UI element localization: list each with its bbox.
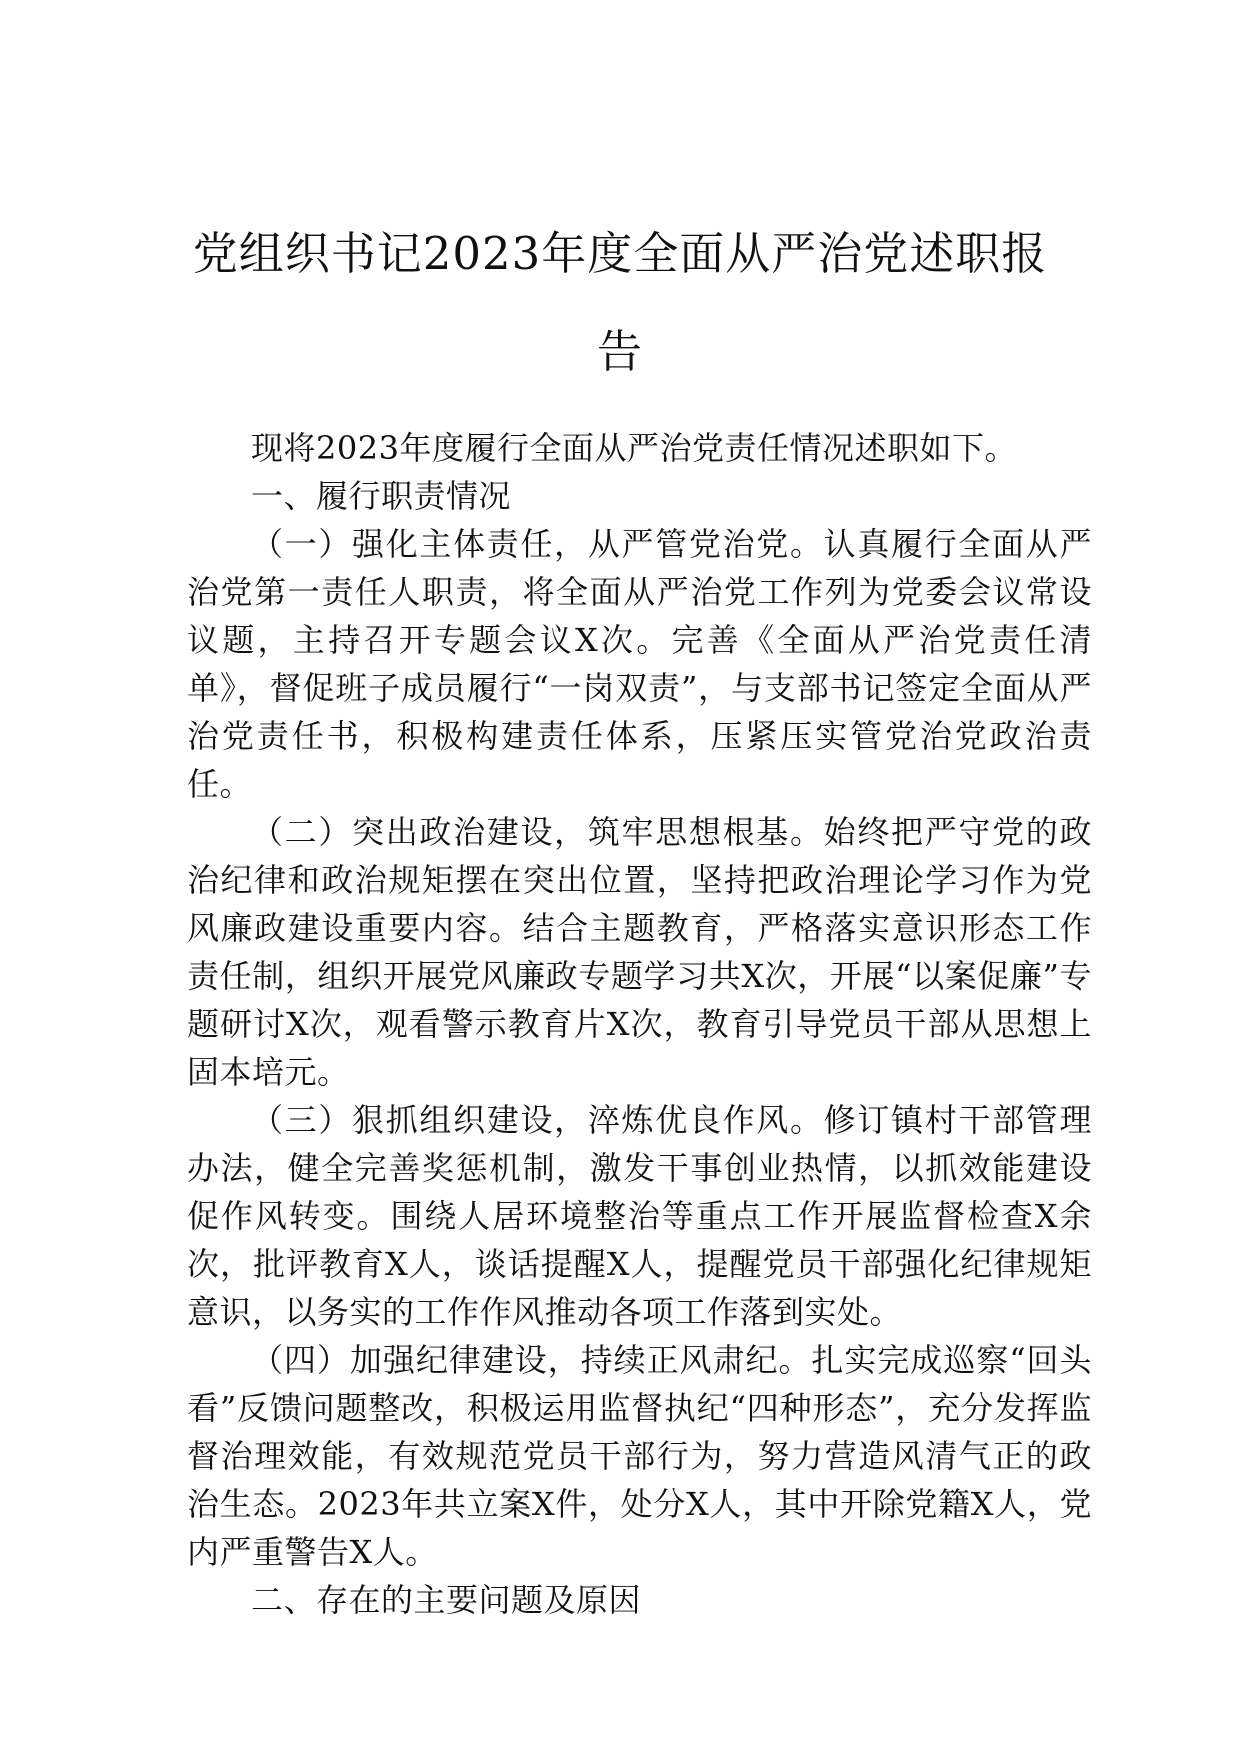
document-title: 党组织书记2023年度全面从严治党述职报告 <box>192 227 1048 378</box>
paragraph-4: （四）加强纪律建设，持续正风肃纪。扎实完成巡察“回头看”反馈问题整改，积极运用监督执纪“四种形态”，充分发挥监督治理效能，有效规范党员干部行为，努力营造风清气正的政治生态。2023年共立案X件，处分X人，其中开除党籍X人，党内严重警告X人。 <box>187 1341 1092 1571</box>
paragraph-2: （二）突出政治建设，筑牢思想根基。始终把严守党的政治纪律和政治规矩摆在突出位置，坚持把政治理论学习作为党风廉政建设重要内容。结合主题教育，严格落实意识形态工作责任制，组织开展党风廉政专题学习共X次，开展“以案促廉”专题研讨X次，观看警示教育片X次，教育引导党员干部从思想上固本培元。 <box>187 813 1092 1091</box>
paragraph-1: （一）强化主体责任，从严管党治党。认真履行全面从严治党第一责任人职责，将全面从严治党工作列为党委会议常设议题，主持召开专题会议X次。完善《全面从严治党责任清单》，督促班子成员履行“一岗双责”，与支部书记签定全面从严治党责任书，积极构建责任体系，压紧压实管党治党政治责任。 <box>187 525 1092 803</box>
document-body <box>187 424 1092 1624</box>
section-heading-1: 一、履行职责情况 <box>251 477 512 515</box>
section-heading-2: 二、存在的主要问题及原因 <box>251 1581 642 1619</box>
intro-paragraph: 现将2023年度履行全面从严治党责任情况述职如下。 <box>251 429 1017 467</box>
paragraph-3: （三）狠抓组织建设，淬炼优良作风。修订镇村干部管理办法，健全完善奖惩机制，激发干事创业热情，以抓效能建设促作风转变。围绕人居环境整治等重点工作开展监督检查X余次，批评教育X人，谈话提醒X人，提醒党员干部强化纪律规矩意识，以务实的工作作风推动各项工作落到实处。 <box>187 1101 1092 1331</box>
